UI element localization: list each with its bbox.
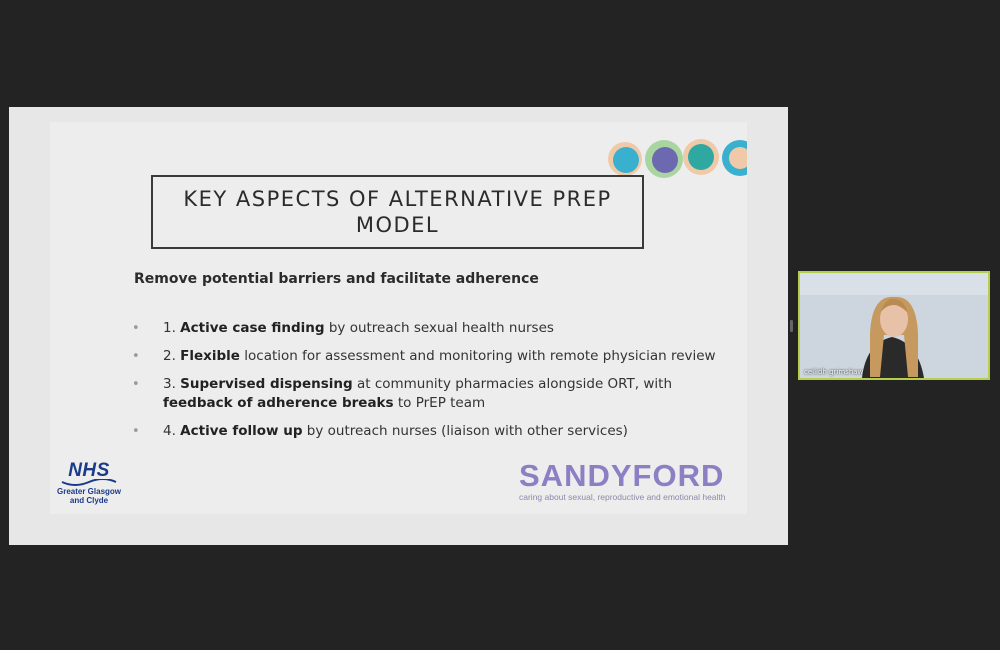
panel-resize-handle[interactable] [790, 320, 793, 332]
participant-name: ceilidh grimshaw [804, 368, 864, 376]
slide-title: KEY ASPECTS OF ALTERNATIVE PREP MODEL [183, 187, 612, 237]
participant-video-feed [800, 273, 988, 378]
bullet-item: • 2. Flexible location for assessment and monitoring with remote physician review [130, 347, 720, 366]
participant-video-tile[interactable] [798, 271, 990, 380]
bullet-item: • 4. Active follow up by outreach nurses (liaison with other services) [130, 422, 720, 441]
slide-subtitle: Remove potential barriers and facilitate adherence [134, 271, 539, 287]
nhs-logo: NHS Greater Glasgow and Clyde [56, 460, 122, 505]
sandyford-logo: SANDYFORD caring about sexual, reproductive and emotional health [519, 458, 726, 502]
slide-title-box [151, 175, 644, 249]
bullet-item: • 1. Active case finding by outreach sexual health nurses [130, 319, 720, 338]
bullet-item: • 3. Supervised dispensing at community pharmacies alongside ORT, with feedback of adherence breaks to PrEP team [130, 375, 720, 413]
bullet-list [130, 319, 720, 450]
presentation-slide [50, 122, 747, 514]
